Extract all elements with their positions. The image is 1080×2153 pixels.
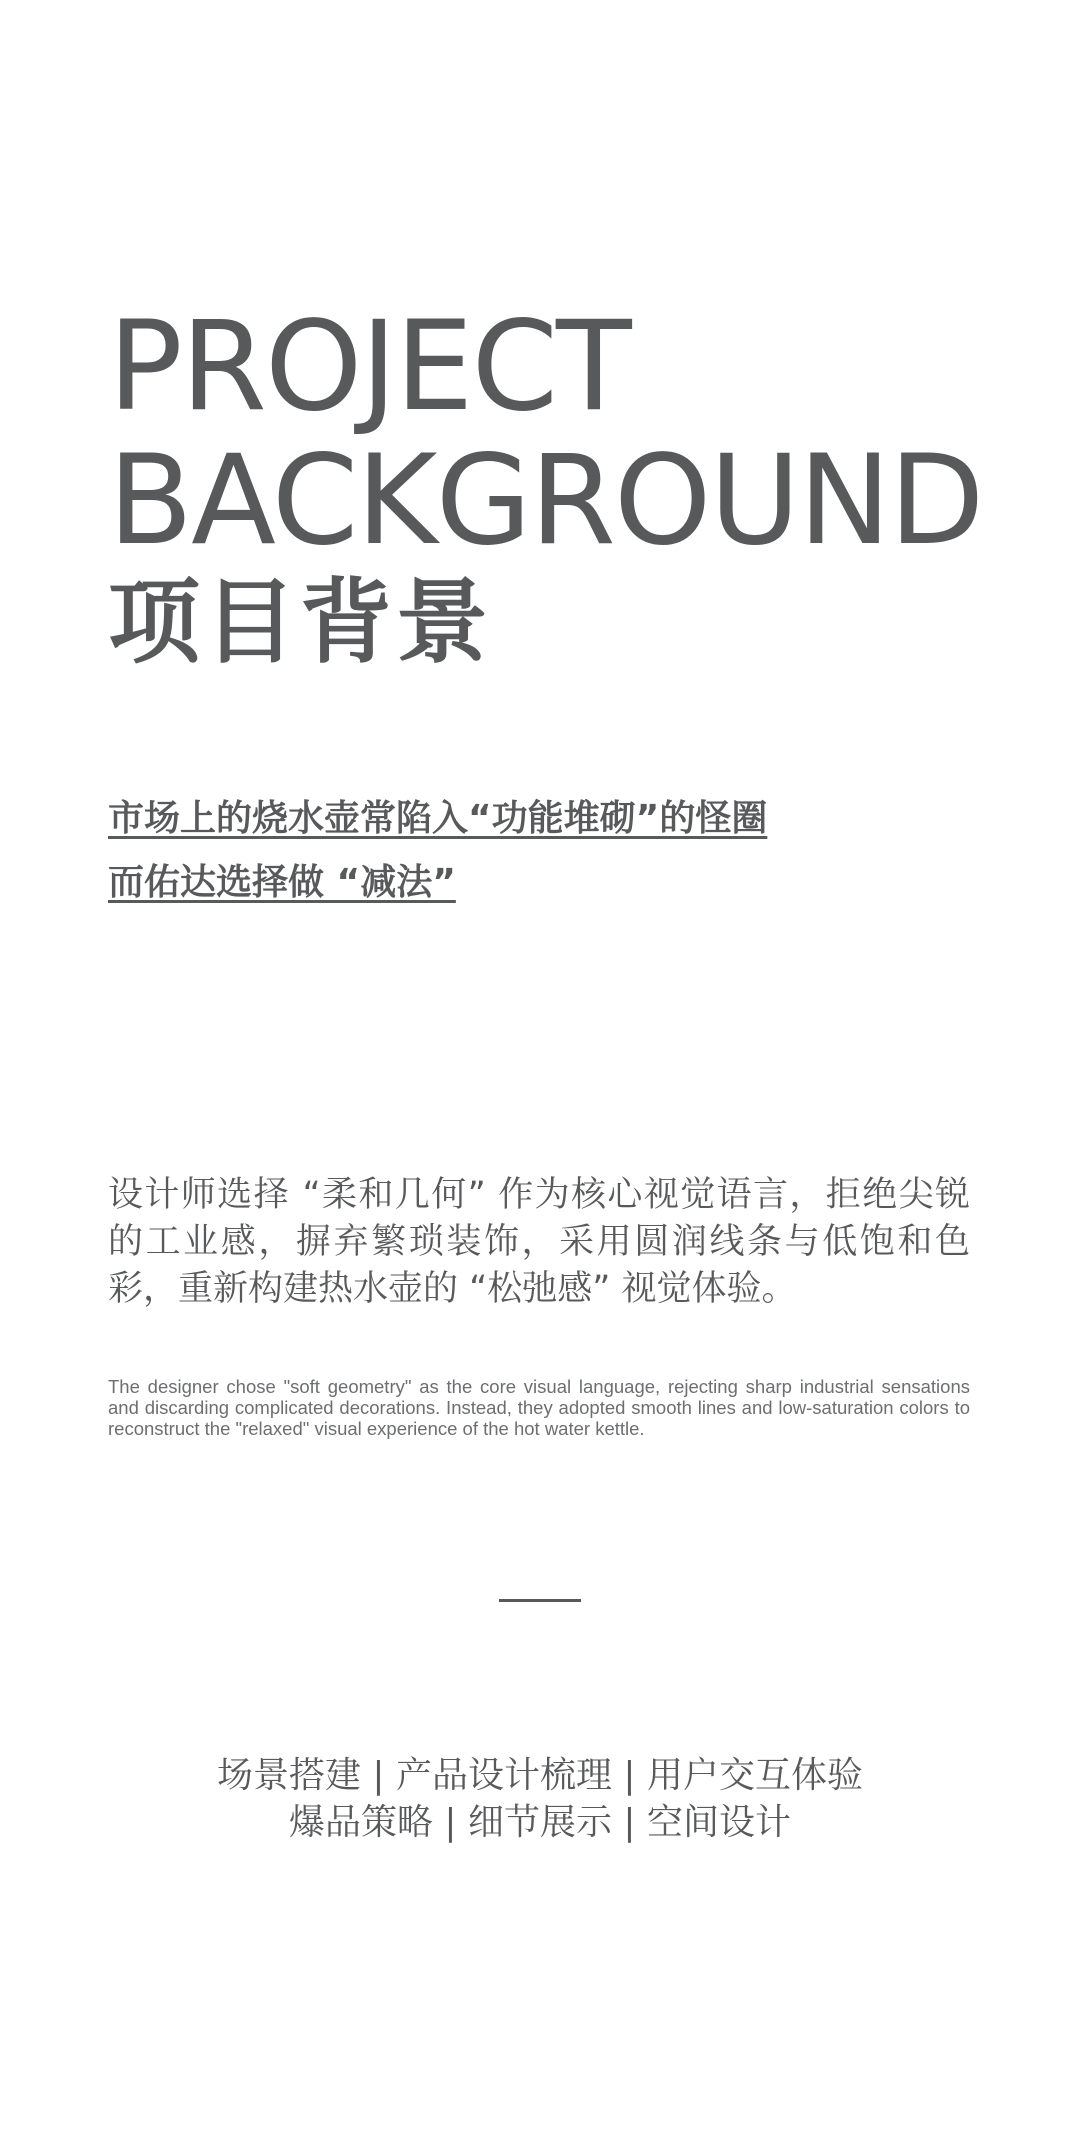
description-chinese: 设计师选择 “柔和几何” 作为核心视觉语言，拒绝尖锐的工业感，摒弃繁琐装饰，采用圆润线条与低饱和色彩，重新构建热水壶的 “松弛感” 视觉体验。	[108, 1175, 970, 1309]
title-english-line1: PROJECT	[108, 295, 630, 439]
service-tags-line2: 爆品策略 | 细节展示 | 空间设计	[288, 1802, 792, 1843]
highlight-line2: 而佑达选择做 “减法”	[108, 862, 456, 903]
service-tags	[0, 1752, 1080, 1846]
service-tags-line1: 场景搭建 | 产品设计梳理 | 用户交互体验	[216, 1755, 864, 1796]
highlight-statement	[108, 787, 767, 915]
highlight-line1: 市场上的烧水壶常陷入“功能堆砌”的怪圈	[108, 798, 768, 839]
title-english	[108, 295, 983, 573]
title-chinese: 项目背景	[108, 569, 493, 676]
title-english-line2: BACKGROUND	[108, 429, 983, 573]
section-divider	[499, 1599, 581, 1602]
description-english: The designer chose "soft geometry" as the core visual language, rejecting sharp industrial sensations and discarding complicated decorations. Instead, they adopted smooth lines and low-saturation colors to reconstruct the "relaxed" visual experience of the hot water kettle.	[108, 1376, 970, 1439]
